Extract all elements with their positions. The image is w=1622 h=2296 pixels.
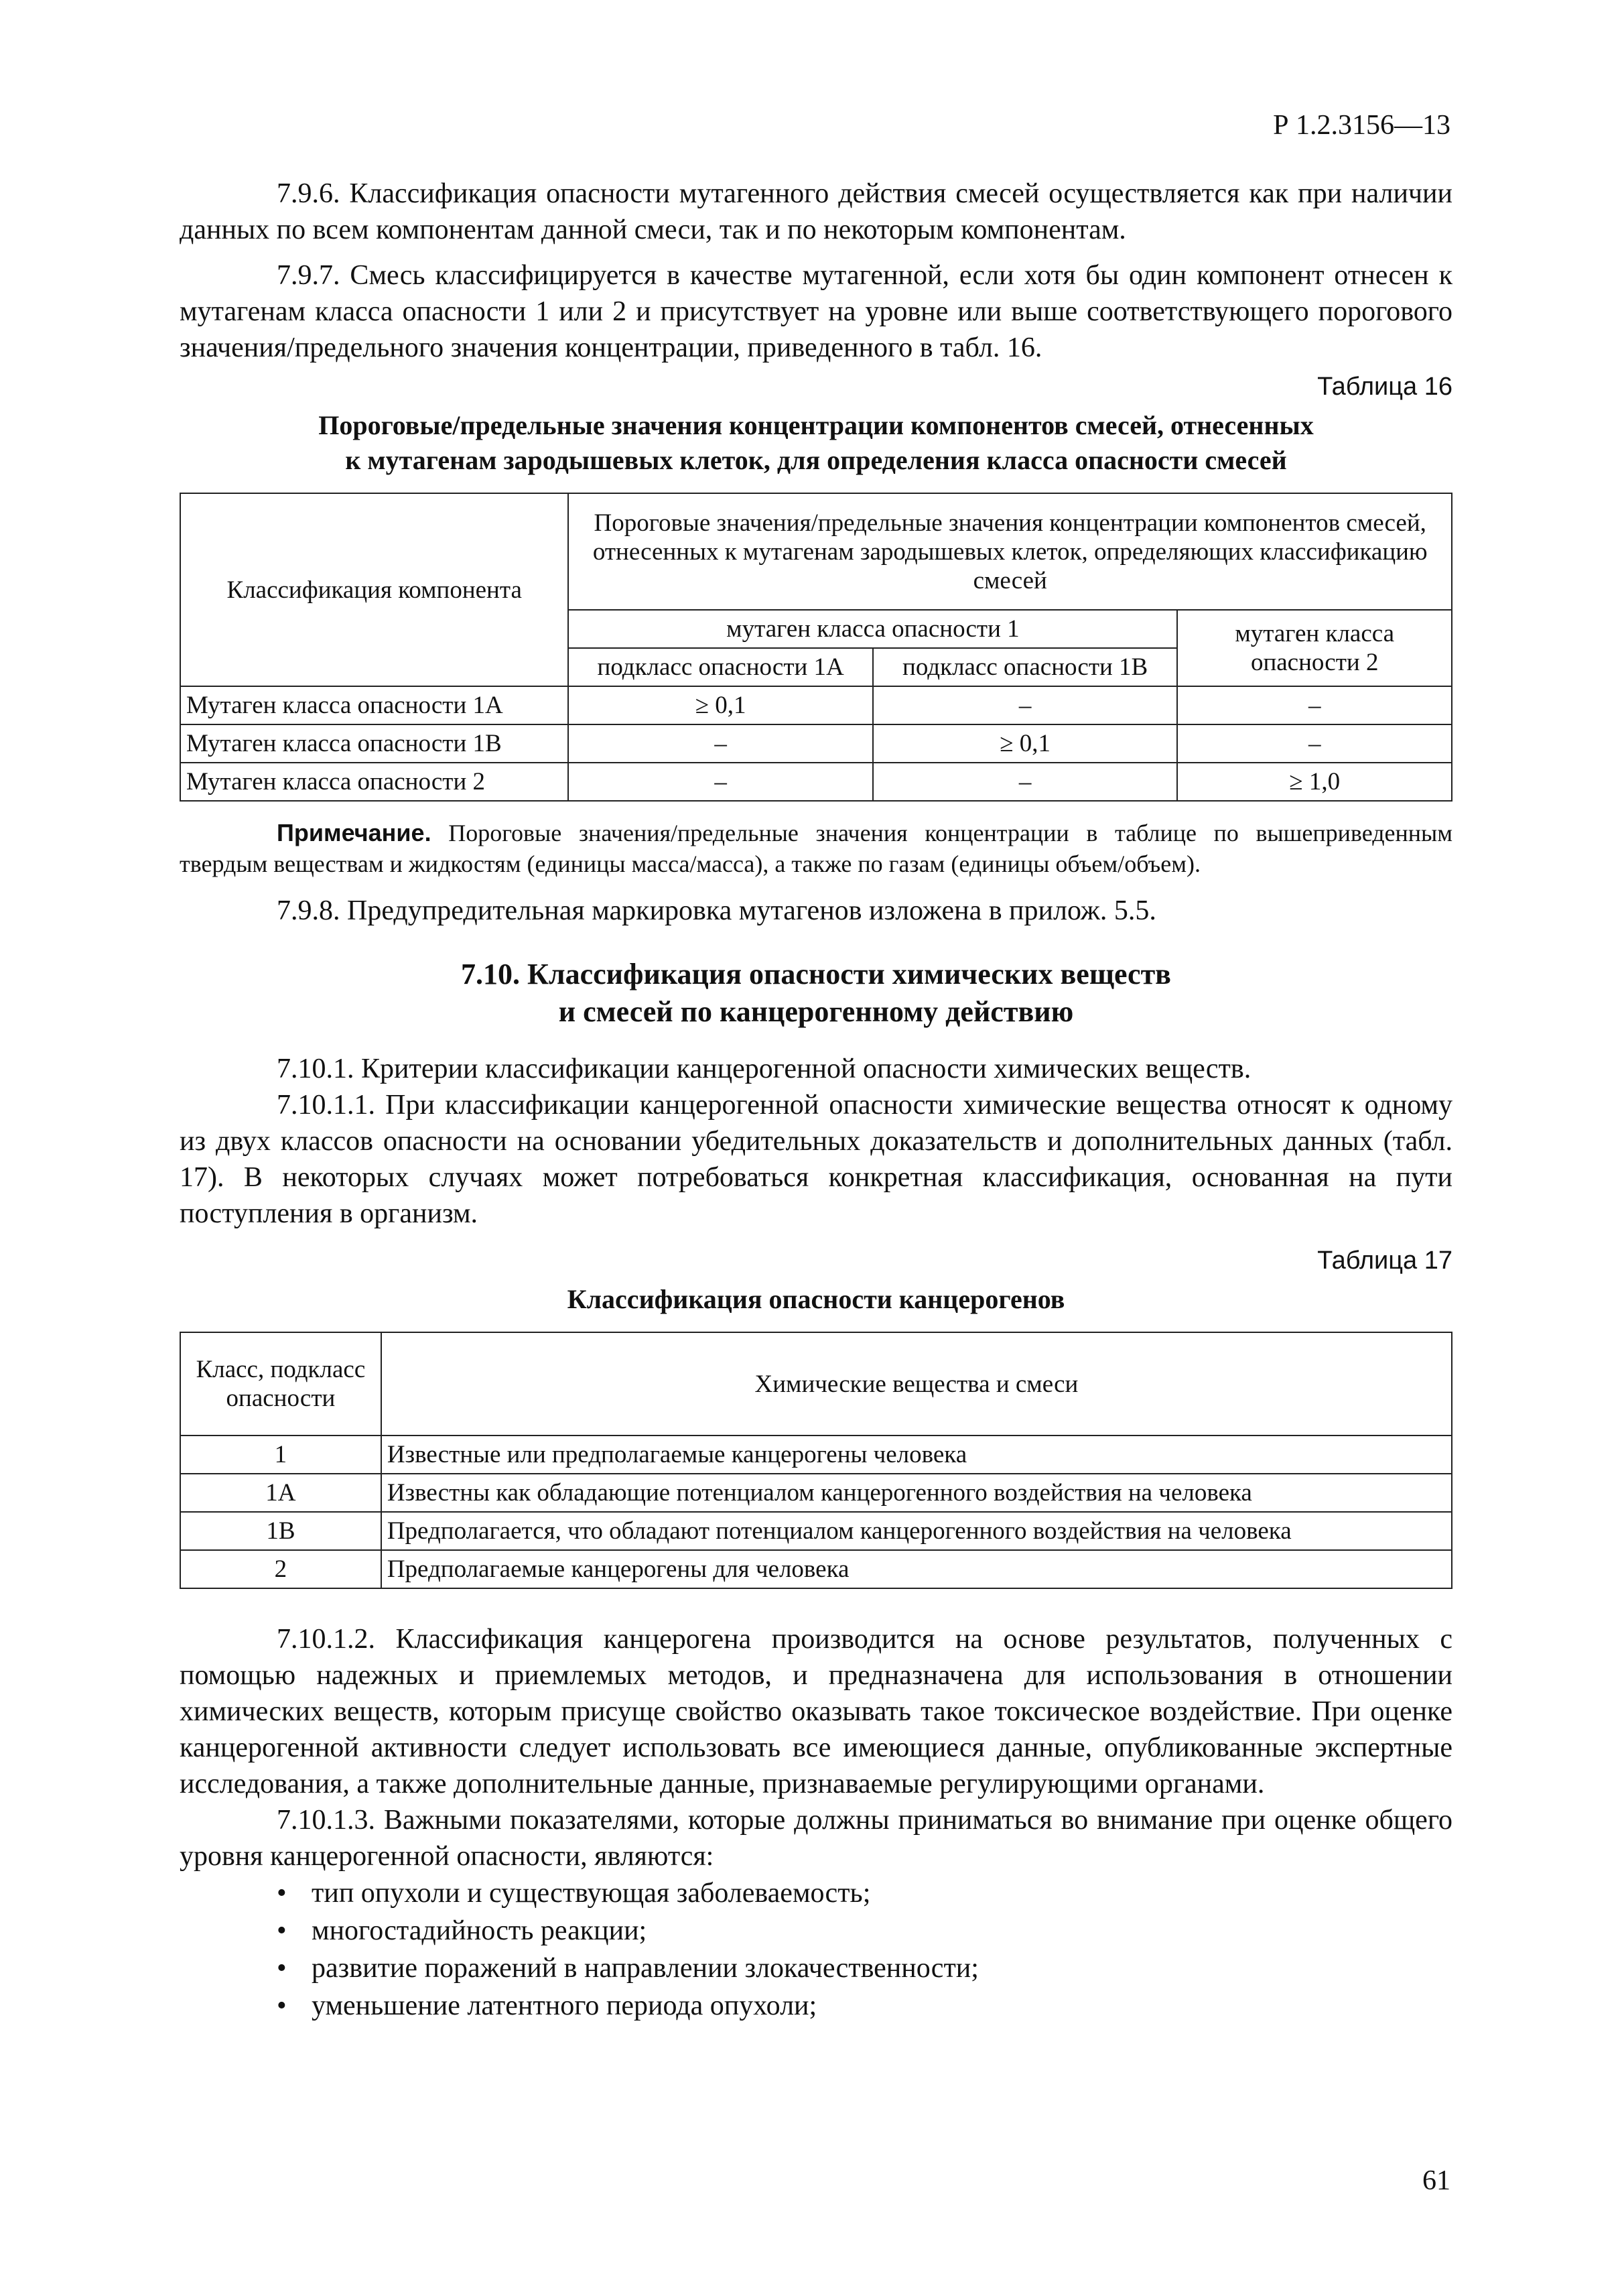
table-cell: ≥ 0,1 (568, 686, 872, 724)
table-row (180, 1474, 1452, 1512)
table-16-title (180, 408, 1452, 478)
page-number: 61 (1422, 2165, 1450, 2196)
table-cell: Мутаген класса опасности 2 (180, 763, 568, 801)
table-16-header-class-2: мутаген класса опасности 2 (1177, 610, 1452, 686)
table-cell: 1В (180, 1512, 381, 1550)
table-16-header-subclass-1a: подкласс опасности 1А (568, 648, 872, 686)
paragraph-7-9-8: 7.9.8. Предупредительная маркировка мутагенов изложена в прилож. 5.5. (277, 895, 1156, 926)
page-content (180, 176, 1452, 2025)
list-item: • тип опухоли и существующая заболеваемость; (277, 1874, 1452, 1912)
table-row (180, 1436, 1452, 1474)
table-16-note (180, 818, 1452, 879)
table-row (180, 1512, 1452, 1550)
table-cell: – (1177, 724, 1452, 763)
table-cell: Предполагается, что обладают потенциалом канцерогенного воздействия на человека (381, 1512, 1452, 1550)
table-16 (180, 493, 1452, 802)
table-16-header-group: Пороговые значения/предельные значения концентрации компонентов смесей, отнесенных к мутагенам зародышевых клеток, определяющих классификацию смесей (568, 493, 1452, 610)
paragraph-7-9-7: 7.9.7. Смесь классифицируется в качестве мутагенной, если хотя бы один компонент отнесен к мутагенам класса опасности 1 или 2 и присутствует на уровне или выше соответствующего порогового значения/предельного значения концентрации, приведенного в табл. 16. (180, 260, 1452, 363)
table-cell: – (873, 686, 1177, 724)
table-cell: Известные или предполагаемые канцерогены человека (381, 1436, 1452, 1474)
paragraph-7-9-6: 7.9.6. Классификация опасности мутагенного действия смесей осуществляется как при наличии данных по всем компонентам данной смеси, так и по некоторым компонентам. (180, 178, 1452, 245)
table-cell: Мутаген класса опасности 1А (180, 686, 568, 724)
table-cell: 2 (180, 1550, 381, 1588)
table-17 (180, 1332, 1452, 1589)
table-cell: ≥ 1,0 (1177, 763, 1452, 801)
paragraph-7-10-1-1: 7.10.1.1. При классификации канцерогенной опасности химические вещества относят к одному из двух классов опасности на основании убедительных доказательств и дополнительных данных (табл. 17). В некоторых случаях может потребоваться конкретная классификация, основанная на пути поступления в организм. (180, 1090, 1452, 1229)
table-cell: Мутаген класса опасности 1В (180, 724, 568, 763)
bullet-icon: • (277, 1953, 287, 1984)
section-7-10-heading (180, 956, 1452, 1031)
bullet-icon: • (277, 1915, 287, 1946)
table-16-title-line-1: Пороговые/предельные значения концентрации компонентов смесей, отнесенных (318, 410, 1314, 440)
table-17-label: Таблица 17 (1317, 1247, 1452, 1275)
table-16-title-line-2: к мутагенам зародышевых клеток, для определения класса опасности смесей (345, 445, 1287, 475)
document-code: Р 1.2.3156—13 (1273, 110, 1450, 141)
table-cell: Предполагаемые канцерогены для человека (381, 1550, 1452, 1588)
list-item: • уменьшение латентного периода опухоли; (277, 1987, 1452, 2025)
table-16-header-subclass-1b: подкласс опасности 1В (873, 648, 1177, 686)
table-cell: – (568, 763, 872, 801)
table-17-header-class: Класс, подкласс опасности (180, 1332, 381, 1436)
section-heading-line-1: 7.10. Классификация опасности химических веществ (461, 958, 1171, 991)
paragraph-7-10-1: 7.10.1. Критерии классификации канцерогенной опасности химических веществ. (277, 1054, 1252, 1084)
paragraph-7-10-1-2: 7.10.1.2. Классификация канцерогена производится на основе результатов, полученных с помощью надежных и приемлемых методов, и предназначена для использования в отношении химических веществ, которым присуще свойство оказывать такое токсическое воздействие. При оценке канцерогенной активности следует использовать все имеющиеся данные, опубликованные экспертные исследования, а также дополнительные данные, признаваемые регулирующими органами. (180, 1624, 1452, 1799)
table-cell: 1А (180, 1474, 381, 1512)
table-cell: 1 (180, 1436, 381, 1474)
table-row (180, 763, 1452, 801)
table-16-label: Таблица 16 (1317, 373, 1452, 401)
table-16-header-class-1: мутаген класса опасности 1 (568, 610, 1177, 648)
bullet-icon: • (277, 1878, 287, 1909)
table-17-header-substances: Химические вещества и смеси (381, 1332, 1452, 1436)
note-text: Пороговые значения/предельные значения концентрации в таблице по вышеприведенным твердым веществам и жидкостям (единицы масса/масса), а также по газам (единицы объем/объем). (180, 820, 1452, 877)
table-17-title: Классификация опасности канцерогенов (567, 1284, 1065, 1314)
note-label: Примечание. (277, 819, 431, 846)
section-heading-line-2: и смесей по канцерогенному действию (558, 995, 1074, 1028)
list-item: • многостадийность реакции; (277, 1912, 1452, 1950)
bullet-list (180, 1874, 1452, 2025)
table-cell: Известны как обладающие потенциалом канцерогенного воздействия на человека (381, 1474, 1452, 1512)
list-item: • развитие поражений в направлении злокачественности; (277, 1950, 1452, 1987)
paragraph-7-10-1-3: 7.10.1.3. Важными показателями, которые должны приниматься во внимание при оценке общего уровня канцерогенной опасности, являются: (180, 1805, 1452, 1872)
table-row (180, 724, 1452, 763)
table-cell: ≥ 0,1 (873, 724, 1177, 763)
table-row (180, 1550, 1452, 1588)
table-row (180, 686, 1452, 724)
bullet-icon: • (277, 1990, 287, 2021)
table-cell: – (568, 724, 872, 763)
table-cell: – (873, 763, 1177, 801)
table-16-header-component: Классификация компонента (180, 493, 568, 686)
table-cell: – (1177, 686, 1452, 724)
